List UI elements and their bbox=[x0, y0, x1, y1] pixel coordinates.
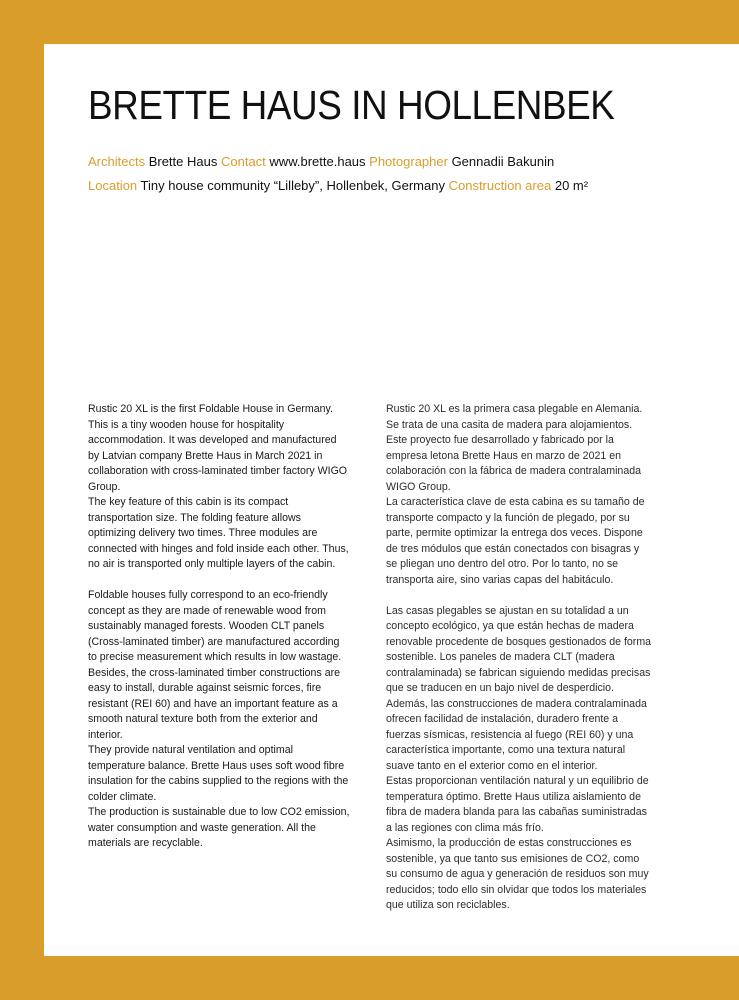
spanish-text-column bbox=[386, 402, 652, 914]
contact-label: Contact bbox=[220, 154, 266, 169]
location-value: Tiny house community “Lilleby”, Hollenbek, Germany bbox=[140, 178, 445, 193]
contact-value: www.brette.haus bbox=[269, 154, 366, 169]
credits-line-1 bbox=[88, 150, 728, 174]
spanish-paragraph-4: Además, las construcciones de madera contralaminada ofrecen facilidad de instalación, duradero frente a fuerzas sísmicas, resistencia al fuego (REI 60) y una característica importante, como una textura natural suave tanto en el exterior como en el interior. bbox=[386, 697, 647, 772]
english-paragraph-2: The key feature of this cabin is its compact transportation size. The folding feature allows optimizing delivery two times. Three modules are connected with hinges and fold inside each other. Thus, no air is transported only multiple layers of the cabin. bbox=[88, 496, 349, 570]
english-paragraph-6: The production is sustainable due to low CO2 emission, water consumption and waste generation. All the materials are recyclable. bbox=[88, 806, 350, 849]
credits-line-2 bbox=[88, 174, 728, 198]
page-sheet bbox=[44, 44, 739, 956]
spanish-paragraph-3: Las casas plegables se ajustan en su totalidad a un concepto ecológico, ya que están hechas de madera renovable procedente de bosques gestionados de forma sostenible. Los paneles de madera CLT (madera contralaminada) se fabrican siguiendo medidas precisas que se traducen en un bajo nivel de desperdicio. bbox=[386, 604, 652, 694]
photographer-label: Photographer bbox=[369, 154, 448, 169]
spanish-paragraph-5: Estas proporcionan ventilación natural y un equilibrio de temperatura óptimo. Brette Haus utiliza aislamiento de fibra de madera blanda para las cabañas suministradas a las regiones con clima más frío. bbox=[386, 775, 649, 834]
spanish-paragraph-1: Rustic 20 XL es la primera casa plegable en Alemania. Se trata de una casita de madera para alojamientos. Este proyecto fue desarrollado y fabricado por la empresa letona Brette Haus en marzo de 2021 en colaboración con la fábrica de madera contralaminada WIGO Group. bbox=[386, 403, 643, 493]
construction-area-value: 20 m² bbox=[554, 178, 589, 193]
english-paragraph-4: Besides, the cross-laminated timber constructions are easy to install, durable against seismic forces, fire resistant (REI 60) and have an important feature as a smooth natural texture both from the exterior and interior. bbox=[88, 666, 341, 741]
english-paragraph-3: Foldable houses fully correspond to an eco-friendly concept as they are made of renewable wood from sustainably managed forests. Wooden CLT panels (Cross-laminated timber) are manufactured according to precise measurement which results in low wastage. bbox=[88, 589, 342, 663]
photographer-value: Gennadii Bakunin bbox=[451, 154, 555, 169]
architects-label: Architects bbox=[88, 154, 146, 169]
location-label: Location bbox=[88, 178, 138, 193]
spanish-paragraph-6: Asimismo, la producción de estas construcciones es sostenible, ya que tanto sus emisiones de CO2, como su consumo de agua y generación de residuos son muy reducidos; todo ello sin olvidar que todos los materiales que utiliza son reciclables. bbox=[386, 837, 649, 911]
project-credits bbox=[88, 150, 728, 198]
english-paragraph-5: They provide natural ventilation and optimal temperature balance. Brette Haus uses soft wood fibre insulation for the cabins supplied to the regions with the colder climate. bbox=[88, 744, 349, 803]
page-title: BRETTE HAUS IN HOLLENBEK bbox=[88, 82, 615, 128]
architects-value: Brette Haus bbox=[148, 154, 218, 169]
english-paragraph-1: Rustic 20 XL is the first Foldable House in Germany. This is a tiny wooden house for hospitality accommodation. It was developed and manufactured by Latvian company Brette Haus in March 2021 in collaboration with cross-laminated timber factory WIGO Group. bbox=[88, 403, 348, 493]
english-text-column bbox=[88, 402, 350, 852]
spanish-paragraph-2: La característica clave de esta cabina es su tamaño de transporte compacto y la función de plegado, por su parte, permite optimizar la entrega dos veces. Dispone de tres módulos que están conectados con bisagras y se pliegan uno dentro del otro. Por lo tanto, no se transporta aire, sino varias capas del habitáculo. bbox=[386, 496, 645, 586]
construction-area-label: Construction area bbox=[448, 178, 552, 193]
